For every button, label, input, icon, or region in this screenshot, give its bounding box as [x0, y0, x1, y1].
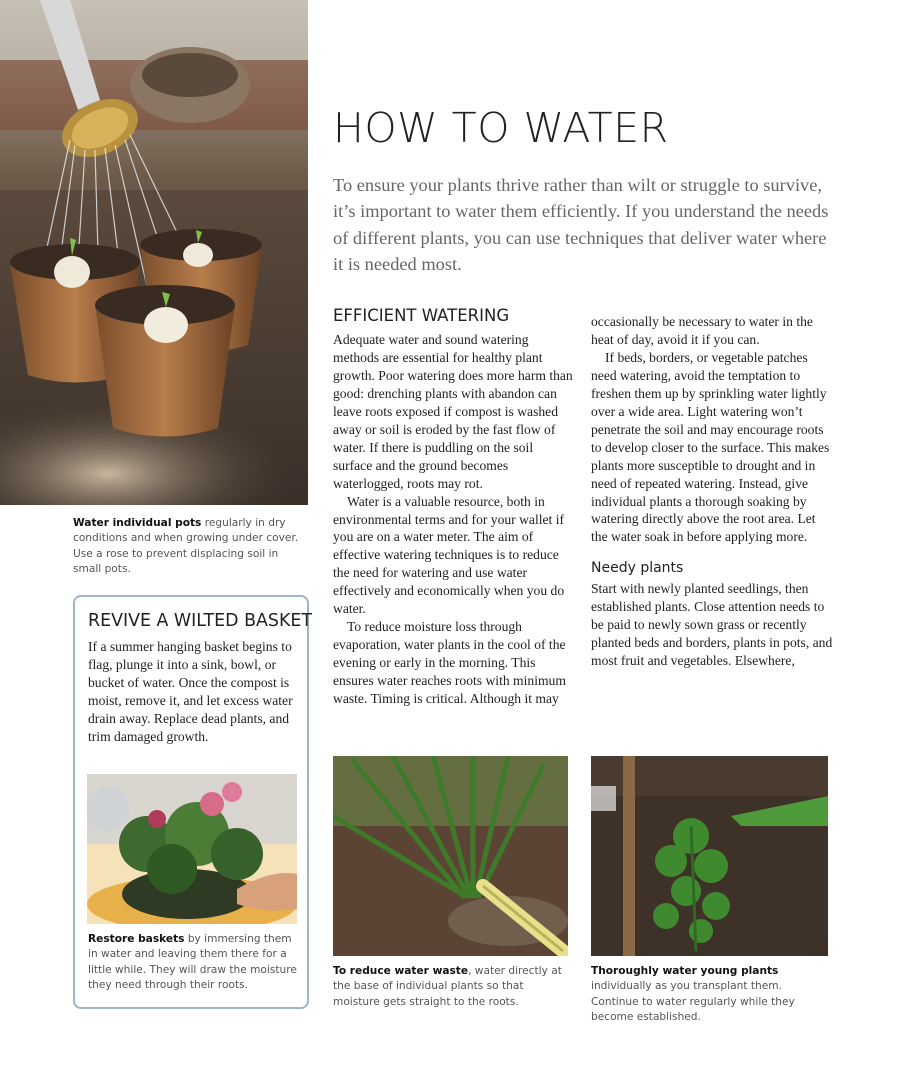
page-title: HOW TO WATER — [333, 104, 669, 152]
column-2-paragraph-2: If beds, borders, or vegetable patches need watering, avoid the temptation to freshen them up by sprinkling water lightly over a wide area. Light watering won’t penetrate the soil and may encourage roots to develop closer to the surface. This makes plants more susceptible to drought and in need of repeated watering. Instead, give individual plants a thorough soaking by watering directly above the root area. Let the water soak in before applying more. — [591, 349, 830, 545]
young-plant-caption-text: individually as you transplant them. Continue to water regularly while they become established. — [591, 980, 795, 1024]
sidebar-body: If a summer hanging basket begins to flag, plunge it into a sink, bowl, or bucket of water. Once the compost is moist, remove it, and let excess water drain away. Replace dead plants, and trim damaged growth. — [88, 639, 293, 744]
column-2-paragraph-3: Start with newly planted seedlings, then established plants. Close attention needs to be paid to newly sown grass or recently planted beds and borders, plants in pots, and most fruit and vegetables. Elsewhere, — [591, 581, 833, 669]
top-photo-caption-text: regularly in dry conditions and when growing under cover. Use a rose to prevent displacing soil in small pots. — [73, 517, 299, 576]
sidebar-heading: REVIVE A WILTED BASKET — [88, 611, 312, 631]
column-2-paragraph-1: occasionally be necessary to water in the heat of day, avoid it if you can. — [591, 314, 813, 347]
column-1-paragraph-1: Adequate water and sound watering methods are essential for healthy plant growth. Poor watering does more harm than good: drenching plants with abandon can leave roots exposed if compost is washed away or soil is eroded by the fast flow of water. If there is puddling on the soil surface and the ground becomes waterlogged, roots may rot. — [333, 332, 573, 491]
hose-photo-caption-text: , water directly at the base of individual plants so that moisture gets straight to the roots. — [333, 965, 562, 1008]
article-heading: EFFICIENT WATERING — [333, 306, 510, 325]
young-plant-caption-bold: Thoroughly water young plants — [591, 965, 779, 977]
sidebar-caption — [88, 932, 298, 994]
watering-pots-photo — [0, 0, 308, 505]
intro-paragraph: To ensure your plants thrive rather than wilt or struggle to survive, it’s important to water them efficiently. If you understand the needs of different plants, you can use techniques that deliver water where it is needed most. — [333, 175, 829, 274]
young-plant-photo-caption — [591, 964, 831, 1026]
column-1-paragraph-2: Water is a valuable resource, both in environmental terms and for your wallet if you are on a water meter. The aim of effective watering techniques is to reduce the need for watering and use water effectively and economically when you do water. — [333, 493, 565, 617]
sidebar-caption-text: by immersing them in water and leaving them there for a little while. They will draw the moisture they need through their roots. — [88, 933, 297, 992]
hose-watering-photo — [333, 756, 568, 956]
needy-plants-subheading: Needy plants — [591, 560, 684, 577]
hose-photo-caption-bold: To reduce water waste — [333, 965, 469, 977]
sidebar-caption-bold: Restore baskets — [88, 933, 185, 945]
young-plant-photo — [591, 756, 828, 956]
article-column-2 — [591, 313, 835, 670]
basket-photo — [87, 774, 297, 924]
sidebar-box — [73, 595, 312, 1009]
hose-photo-caption — [333, 964, 573, 1010]
column-1-paragraph-3: To reduce moisture loss through evaporation, water plants in the cool of the evening or early in the morning. This ensures water reaches roots with minimum waste. Timing is critical. Although it may — [333, 619, 566, 707]
top-photo-caption-bold: Water individual pots — [73, 517, 202, 529]
top-photo-caption — [73, 516, 309, 578]
article-column-1 — [333, 331, 573, 708]
